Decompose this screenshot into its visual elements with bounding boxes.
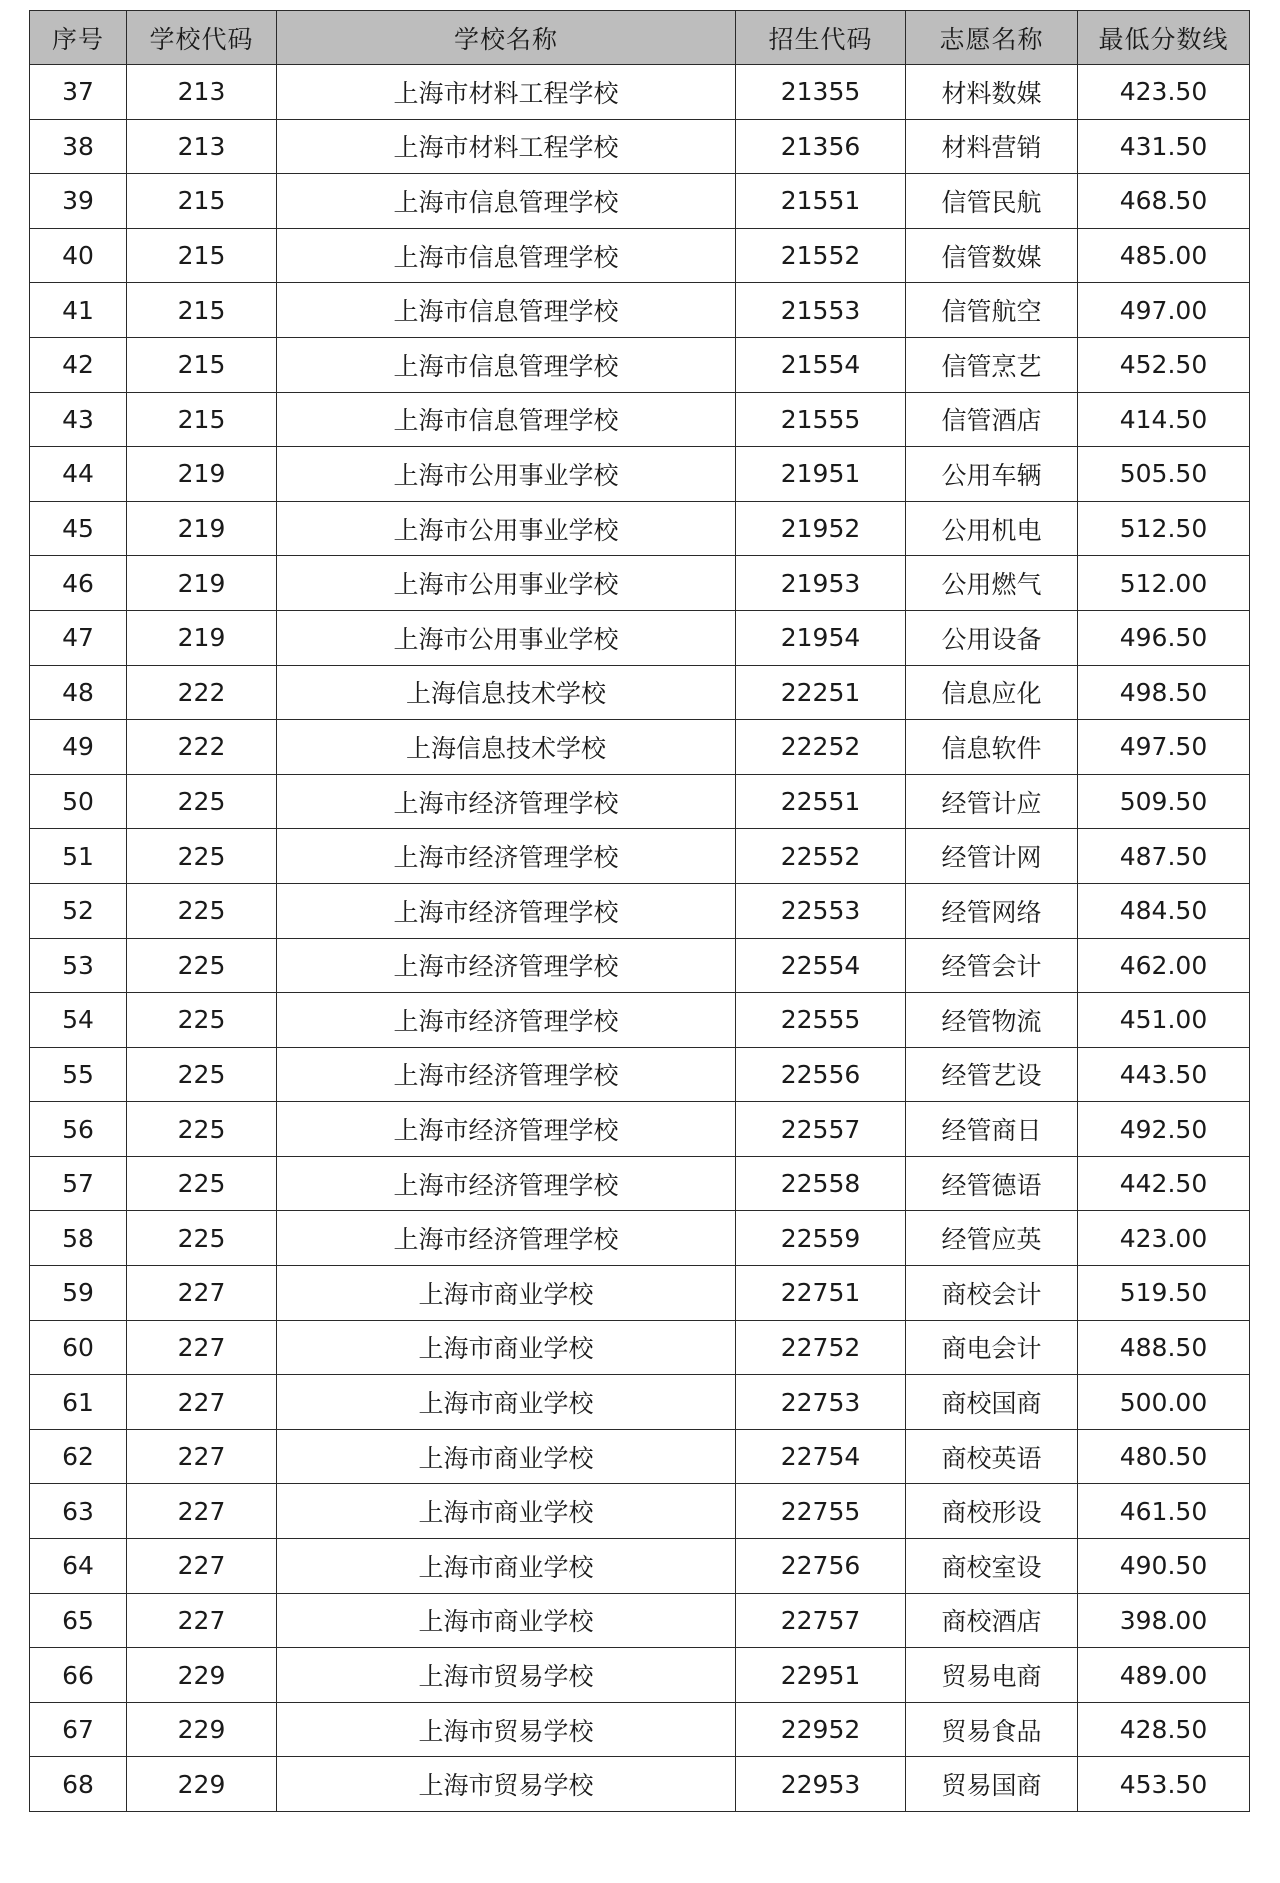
cell-index: 50: [30, 774, 127, 829]
cell-enrollment-code: 21951: [736, 447, 906, 502]
cell-index: 46: [30, 556, 127, 611]
cell-school-name: 上海市经济管理学校: [277, 829, 736, 884]
cell-index: 61: [30, 1375, 127, 1430]
cell-enrollment-code: 21554: [736, 337, 906, 392]
cell-school-name: 上海信息技术学校: [277, 665, 736, 720]
cell-min-score: 484.50: [1078, 883, 1250, 938]
cell-program-name: 贸易食品: [906, 1702, 1078, 1757]
table-row: [30, 119, 1250, 174]
cell-program-name: 商校室设: [906, 1539, 1078, 1594]
cell-index: 44: [30, 447, 127, 502]
cell-program-name: 商校会计: [906, 1266, 1078, 1321]
table-row: [30, 774, 1250, 829]
cell-index: 39: [30, 174, 127, 229]
cell-min-score: 487.50: [1078, 829, 1250, 884]
cell-enrollment-code: 22755: [736, 1484, 906, 1539]
cell-school-name: 上海市商业学校: [277, 1539, 736, 1594]
admission-score-table: [29, 10, 1250, 1812]
cell-min-score: 462.00: [1078, 938, 1250, 993]
cell-min-score: 431.50: [1078, 119, 1250, 174]
cell-school-code: 222: [127, 720, 277, 775]
table-row: [30, 720, 1250, 775]
cell-program-name: 经管物流: [906, 993, 1078, 1048]
cell-index: 42: [30, 337, 127, 392]
cell-index: 53: [30, 938, 127, 993]
cell-index: 41: [30, 283, 127, 338]
cell-min-score: 414.50: [1078, 392, 1250, 447]
table-row: [30, 1593, 1250, 1648]
cell-program-name: 信管酒店: [906, 392, 1078, 447]
header-school-code: 学校代码: [127, 11, 277, 65]
cell-school-code: 229: [127, 1757, 277, 1812]
cell-enrollment-code: 22555: [736, 993, 906, 1048]
cell-enrollment-code: 22252: [736, 720, 906, 775]
cell-enrollment-code: 22951: [736, 1648, 906, 1703]
cell-program-name: 商电会计: [906, 1320, 1078, 1375]
cell-enrollment-code: 22751: [736, 1266, 906, 1321]
cell-index: 64: [30, 1539, 127, 1594]
table-row: [30, 1102, 1250, 1157]
cell-enrollment-code: 21553: [736, 283, 906, 338]
table-row: [30, 665, 1250, 720]
cell-enrollment-code: 22552: [736, 829, 906, 884]
cell-school-code: 229: [127, 1702, 277, 1757]
table-row: [30, 556, 1250, 611]
cell-school-code: 215: [127, 392, 277, 447]
cell-school-name: 上海市公用事业学校: [277, 447, 736, 502]
cell-school-name: 上海市贸易学校: [277, 1648, 736, 1703]
cell-min-score: 461.50: [1078, 1484, 1250, 1539]
cell-index: 45: [30, 501, 127, 556]
cell-school-name: 上海市商业学校: [277, 1429, 736, 1484]
cell-school-name: 上海市经济管理学校: [277, 1047, 736, 1102]
cell-school-code: 225: [127, 1156, 277, 1211]
cell-school-code: 227: [127, 1593, 277, 1648]
cell-program-name: 经管商日: [906, 1102, 1078, 1157]
cell-min-score: 512.50: [1078, 501, 1250, 556]
cell-index: 68: [30, 1757, 127, 1812]
cell-school-name: 上海市商业学校: [277, 1593, 736, 1648]
cell-index: 51: [30, 829, 127, 884]
cell-program-name: 贸易电商: [906, 1648, 1078, 1703]
cell-index: 57: [30, 1156, 127, 1211]
cell-enrollment-code: 22556: [736, 1047, 906, 1102]
cell-index: 47: [30, 610, 127, 665]
cell-school-name: 上海市经济管理学校: [277, 774, 736, 829]
cell-program-name: 商校国商: [906, 1375, 1078, 1430]
cell-enrollment-code: 22952: [736, 1702, 906, 1757]
cell-index: 65: [30, 1593, 127, 1648]
cell-enrollment-code: 21355: [736, 65, 906, 120]
cell-program-name: 信管数媒: [906, 228, 1078, 283]
cell-school-name: 上海市材料工程学校: [277, 65, 736, 120]
cell-school-name: 上海市信息管理学校: [277, 337, 736, 392]
cell-program-name: 商校酒店: [906, 1593, 1078, 1648]
cell-school-code: 225: [127, 938, 277, 993]
table-row: [30, 1757, 1250, 1812]
cell-enrollment-code: 21551: [736, 174, 906, 229]
cell-min-score: 443.50: [1078, 1047, 1250, 1102]
cell-min-score: 490.50: [1078, 1539, 1250, 1594]
cell-program-name: 公用机电: [906, 501, 1078, 556]
cell-school-name: 上海市经济管理学校: [277, 1156, 736, 1211]
table-row: [30, 938, 1250, 993]
cell-enrollment-code: 21952: [736, 501, 906, 556]
table-row: [30, 1047, 1250, 1102]
cell-school-name: 上海市商业学校: [277, 1484, 736, 1539]
cell-school-name: 上海市信息管理学校: [277, 283, 736, 338]
cell-min-score: 492.50: [1078, 1102, 1250, 1157]
cell-enrollment-code: 22752: [736, 1320, 906, 1375]
cell-school-code: 215: [127, 174, 277, 229]
cell-enrollment-code: 22753: [736, 1375, 906, 1430]
cell-school-code: 219: [127, 447, 277, 502]
cell-school-name: 上海市经济管理学校: [277, 993, 736, 1048]
cell-min-score: 428.50: [1078, 1702, 1250, 1757]
cell-min-score: 509.50: [1078, 774, 1250, 829]
cell-min-score: 488.50: [1078, 1320, 1250, 1375]
cell-min-score: 500.00: [1078, 1375, 1250, 1430]
header-program-name: 志愿名称: [906, 11, 1078, 65]
cell-program-name: 经管计网: [906, 829, 1078, 884]
table-row: [30, 1648, 1250, 1703]
cell-school-code: 219: [127, 610, 277, 665]
cell-program-name: 公用燃气: [906, 556, 1078, 611]
cell-program-name: 公用设备: [906, 610, 1078, 665]
cell-school-code: 227: [127, 1266, 277, 1321]
cell-school-code: 227: [127, 1539, 277, 1594]
cell-enrollment-code: 22553: [736, 883, 906, 938]
cell-index: 37: [30, 65, 127, 120]
table-row: [30, 883, 1250, 938]
table-row: [30, 610, 1250, 665]
cell-program-name: 经管计应: [906, 774, 1078, 829]
header-school-name: 学校名称: [277, 11, 736, 65]
cell-min-score: 497.00: [1078, 283, 1250, 338]
cell-school-code: 213: [127, 65, 277, 120]
cell-program-name: 材料营销: [906, 119, 1078, 174]
cell-min-score: 512.00: [1078, 556, 1250, 611]
cell-school-code: 219: [127, 556, 277, 611]
cell-index: 55: [30, 1047, 127, 1102]
cell-program-name: 信管烹艺: [906, 337, 1078, 392]
cell-school-name: 上海市商业学校: [277, 1375, 736, 1430]
cell-min-score: 423.50: [1078, 65, 1250, 120]
cell-school-name: 上海市信息管理学校: [277, 228, 736, 283]
cell-enrollment-code: 22251: [736, 665, 906, 720]
header-enrollment-code: 招生代码: [736, 11, 906, 65]
cell-index: 58: [30, 1211, 127, 1266]
cell-program-name: 信管航空: [906, 283, 1078, 338]
cell-school-code: 229: [127, 1648, 277, 1703]
table-row: [30, 65, 1250, 120]
cell-min-score: 496.50: [1078, 610, 1250, 665]
cell-program-name: 贸易国商: [906, 1757, 1078, 1812]
cell-enrollment-code: 22558: [736, 1156, 906, 1211]
table-header-row: [30, 11, 1250, 65]
cell-enrollment-code: 21555: [736, 392, 906, 447]
table-row: [30, 1484, 1250, 1539]
cell-school-code: 215: [127, 283, 277, 338]
table-row: [30, 1702, 1250, 1757]
cell-min-score: 442.50: [1078, 1156, 1250, 1211]
cell-program-name: 商校英语: [906, 1429, 1078, 1484]
cell-enrollment-code: 22551: [736, 774, 906, 829]
cell-index: 60: [30, 1320, 127, 1375]
cell-min-score: 505.50: [1078, 447, 1250, 502]
cell-min-score: 519.50: [1078, 1266, 1250, 1321]
cell-index: 62: [30, 1429, 127, 1484]
cell-index: 52: [30, 883, 127, 938]
table-row: [30, 174, 1250, 229]
cell-program-name: 经管网络: [906, 883, 1078, 938]
cell-min-score: 468.50: [1078, 174, 1250, 229]
cell-program-name: 信息软件: [906, 720, 1078, 775]
cell-min-score: 451.00: [1078, 993, 1250, 1048]
cell-min-score: 497.50: [1078, 720, 1250, 775]
cell-program-name: 信管民航: [906, 174, 1078, 229]
cell-school-name: 上海市公用事业学校: [277, 501, 736, 556]
cell-min-score: 485.00: [1078, 228, 1250, 283]
cell-school-code: 225: [127, 774, 277, 829]
cell-enrollment-code: 21552: [736, 228, 906, 283]
table-row: [30, 993, 1250, 1048]
cell-index: 66: [30, 1648, 127, 1703]
cell-program-name: 公用车辆: [906, 447, 1078, 502]
admission-score-table-container: [29, 10, 1249, 1812]
cell-school-code: 227: [127, 1375, 277, 1430]
cell-program-name: 商校形设: [906, 1484, 1078, 1539]
header-index: 序号: [30, 11, 127, 65]
cell-enrollment-code: 22557: [736, 1102, 906, 1157]
cell-index: 48: [30, 665, 127, 720]
cell-enrollment-code: 22554: [736, 938, 906, 993]
cell-school-name: 上海市公用事业学校: [277, 556, 736, 611]
cell-school-code: 225: [127, 1102, 277, 1157]
cell-min-score: 489.00: [1078, 1648, 1250, 1703]
cell-index: 67: [30, 1702, 127, 1757]
cell-school-name: 上海市信息管理学校: [277, 392, 736, 447]
cell-program-name: 信息应化: [906, 665, 1078, 720]
cell-school-code: 227: [127, 1484, 277, 1539]
header-min-score: 最低分数线: [1078, 11, 1250, 65]
cell-school-code: 225: [127, 1211, 277, 1266]
cell-enrollment-code: 22756: [736, 1539, 906, 1594]
cell-school-name: 上海市商业学校: [277, 1320, 736, 1375]
cell-index: 59: [30, 1266, 127, 1321]
cell-school-code: 215: [127, 228, 277, 283]
table-row: [30, 337, 1250, 392]
cell-enrollment-code: 21954: [736, 610, 906, 665]
cell-min-score: 398.00: [1078, 1593, 1250, 1648]
table-row: [30, 392, 1250, 447]
cell-index: 38: [30, 119, 127, 174]
cell-index: 40: [30, 228, 127, 283]
cell-min-score: 498.50: [1078, 665, 1250, 720]
table-row: [30, 1539, 1250, 1594]
cell-enrollment-code: 22953: [736, 1757, 906, 1812]
cell-program-name: 经管艺设: [906, 1047, 1078, 1102]
cell-school-name: 上海市经济管理学校: [277, 1211, 736, 1266]
cell-school-name: 上海市经济管理学校: [277, 1102, 736, 1157]
cell-index: 56: [30, 1102, 127, 1157]
table-row: [30, 283, 1250, 338]
cell-school-code: 222: [127, 665, 277, 720]
cell-school-code: 213: [127, 119, 277, 174]
cell-index: 49: [30, 720, 127, 775]
cell-school-name: 上海市材料工程学校: [277, 119, 736, 174]
cell-min-score: 423.00: [1078, 1211, 1250, 1266]
cell-school-name: 上海市贸易学校: [277, 1757, 736, 1812]
cell-min-score: 480.50: [1078, 1429, 1250, 1484]
cell-min-score: 453.50: [1078, 1757, 1250, 1812]
cell-enrollment-code: 22757: [736, 1593, 906, 1648]
cell-min-score: 452.50: [1078, 337, 1250, 392]
cell-school-code: 219: [127, 501, 277, 556]
cell-program-name: 经管会计: [906, 938, 1078, 993]
cell-school-code: 215: [127, 337, 277, 392]
cell-school-name: 上海信息技术学校: [277, 720, 736, 775]
table-row: [30, 1429, 1250, 1484]
cell-school-name: 上海市经济管理学校: [277, 938, 736, 993]
cell-enrollment-code: 22754: [736, 1429, 906, 1484]
cell-program-name: 经管应英: [906, 1211, 1078, 1266]
table-row: [30, 1375, 1250, 1430]
cell-enrollment-code: 21953: [736, 556, 906, 611]
cell-enrollment-code: 22559: [736, 1211, 906, 1266]
table-body: [30, 65, 1250, 1812]
cell-school-code: 225: [127, 1047, 277, 1102]
cell-program-name: 经管德语: [906, 1156, 1078, 1211]
cell-school-code: 225: [127, 829, 277, 884]
table-row: [30, 1156, 1250, 1211]
table-row: [30, 829, 1250, 884]
table-row: [30, 1211, 1250, 1266]
table-row: [30, 447, 1250, 502]
cell-school-name: 上海市公用事业学校: [277, 610, 736, 665]
table-row: [30, 501, 1250, 556]
table-row: [30, 1266, 1250, 1321]
cell-school-code: 225: [127, 993, 277, 1048]
cell-school-code: 225: [127, 883, 277, 938]
cell-school-code: 227: [127, 1429, 277, 1484]
cell-school-name: 上海市贸易学校: [277, 1702, 736, 1757]
cell-enrollment-code: 21356: [736, 119, 906, 174]
cell-school-name: 上海市经济管理学校: [277, 883, 736, 938]
cell-index: 43: [30, 392, 127, 447]
table-row: [30, 1320, 1250, 1375]
cell-school-name: 上海市商业学校: [277, 1266, 736, 1321]
cell-index: 54: [30, 993, 127, 1048]
cell-school-name: 上海市信息管理学校: [277, 174, 736, 229]
cell-index: 63: [30, 1484, 127, 1539]
cell-school-code: 227: [127, 1320, 277, 1375]
table-row: [30, 228, 1250, 283]
cell-program-name: 材料数媒: [906, 65, 1078, 120]
